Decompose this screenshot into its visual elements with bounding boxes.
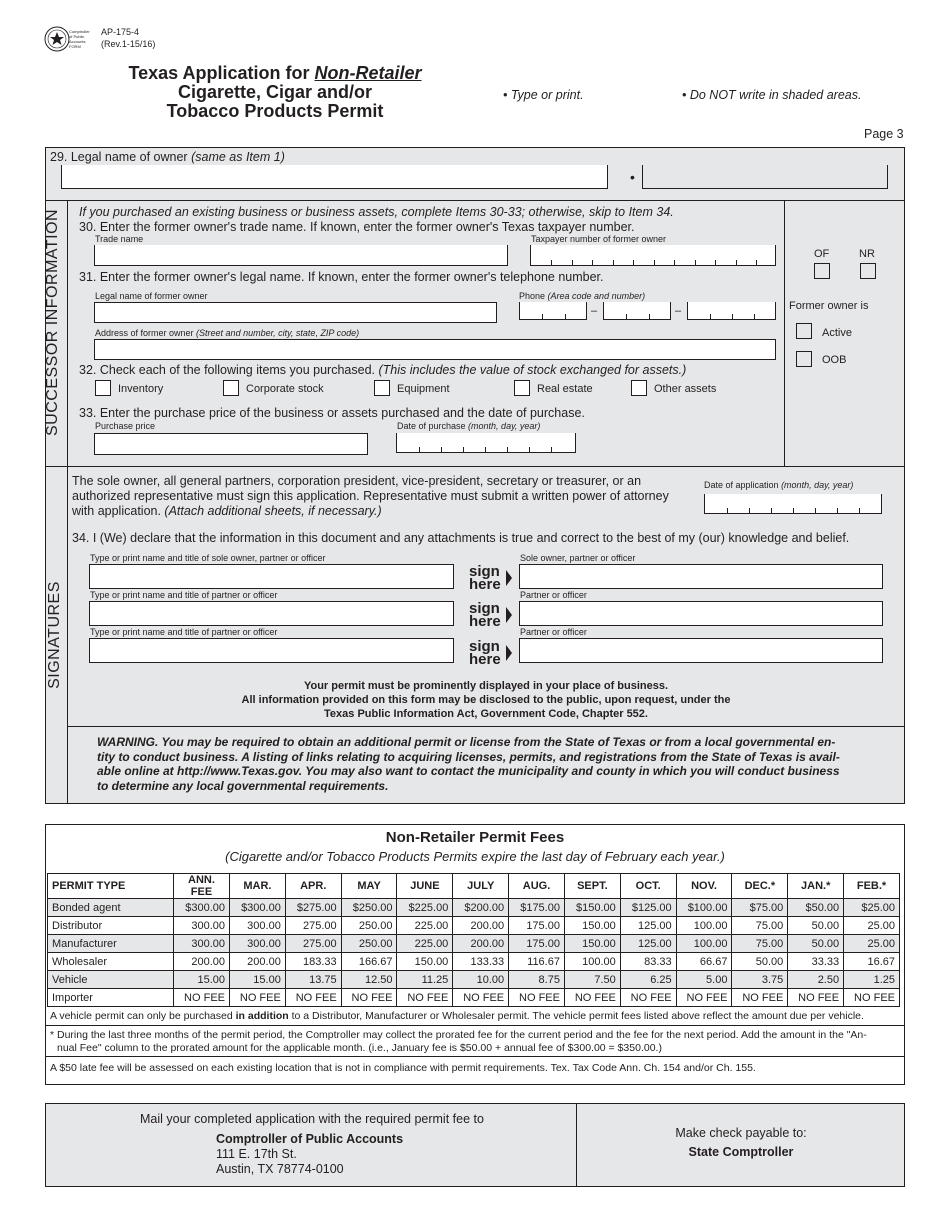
fee-cell: 50.00: [788, 917, 844, 935]
fee-cell: 16.67: [844, 953, 900, 971]
signature-label-3: Partner or officer: [520, 627, 587, 637]
address-former-owner-field[interactable]: [94, 339, 776, 360]
phone-line-field[interactable]: [687, 302, 776, 320]
other-assets-label: Other assets: [654, 383, 717, 395]
taxpayer-number-field[interactable]: [530, 245, 776, 266]
fee-cell: 166.67: [341, 953, 397, 971]
fee-cell: 83.33: [620, 953, 676, 971]
purchase-price-label: Purchase price: [95, 421, 156, 431]
fee-row: [48, 953, 900, 971]
legal-name-former-owner-label: Legal name of former owner: [95, 291, 208, 301]
purchase-date-field[interactable]: [396, 433, 576, 453]
title-emphasis: Non-Retailer: [314, 63, 422, 83]
fee-cell: $75.00: [732, 899, 788, 917]
signatures-side-label: SIGNATURES: [46, 581, 63, 689]
address-former-owner-label: Address of former owner (Street and number, city, state, ZIP code): [95, 328, 360, 338]
signature-field-3[interactable]: [519, 638, 883, 663]
item29-label: 29. Legal name of owner (same as Item 1): [50, 150, 285, 164]
fee-cell: 183.33: [285, 953, 341, 971]
phone-area-code-field[interactable]: [519, 302, 587, 320]
item31-label: 31. Enter the former owner's legal name. If known, enter the former owner's telephone number.: [79, 270, 604, 284]
mail-street: 111 E. 17th St.: [216, 1147, 297, 1161]
fee-cell: 50.00: [788, 935, 844, 953]
column-header: AUG.: [509, 874, 565, 899]
permit-type-cell: Bonded agent: [48, 899, 174, 917]
fee-cell: 10.00: [453, 971, 509, 989]
fee-cell: 3.75: [732, 971, 788, 989]
fee-cell: NO FEE: [397, 989, 453, 1007]
legal-name-former-owner-field[interactable]: [94, 302, 497, 323]
fee-cell: $175.00: [509, 899, 565, 917]
fee-cell: 12.50: [341, 971, 397, 989]
mail-city: Austin, TX 78774-0100: [216, 1162, 344, 1176]
legal-name-owner-field[interactable]: [61, 165, 608, 189]
permit-type-cell: Wholesaler: [48, 953, 174, 971]
instruction-type-print: • Type or print.: [503, 88, 584, 102]
fee-cell: 150.00: [564, 917, 620, 935]
fee-cell: 1.25: [844, 971, 900, 989]
item29-shaded-field: [642, 165, 888, 189]
permit-type-cell: Manufacturer: [48, 935, 174, 953]
item30-label: 30. Enter the former owner's trade name. If known, enter the former owner's Texas taxpayer number.: [79, 220, 635, 234]
signature-label-2: Partner or officer: [520, 590, 587, 600]
name-title-label-3: Type or print name and title of partner or officer: [90, 627, 278, 637]
fee-cell: NO FEE: [341, 989, 397, 1007]
column-header: OCT.: [620, 874, 676, 899]
purchase-price-field[interactable]: [94, 433, 368, 455]
fee-row: [48, 935, 900, 953]
page-number: Page 3: [864, 127, 904, 141]
column-header: MAY: [341, 874, 397, 899]
fee-row: [48, 917, 900, 935]
comptroller-seal-logo: [44, 26, 96, 52]
fee-cell: $50.00: [788, 899, 844, 917]
fee-cell: 250.00: [341, 935, 397, 953]
name-title-field-3[interactable]: [89, 638, 454, 663]
fee-cell: 200.00: [174, 953, 230, 971]
fees-subtitle: (Cigarette and/or Tobacco Products Permits expire the last day of February each year.): [225, 849, 725, 864]
divider: [46, 1056, 904, 1057]
successor-side-label: SUCCESSOR INFORMATION: [44, 208, 61, 436]
public-information-notice: Your permit must be prominently displayed in your place of business. All information provided on this form may be disclosed to the public, upon request, under the Texas Public Information Act, Government Code, Chapter 552.: [241, 680, 731, 720]
payable-to: State Comptroller: [688, 1145, 794, 1159]
fee-cell: NO FEE: [285, 989, 341, 1007]
fee-cell: 66.67: [676, 953, 732, 971]
date-of-application-field[interactable]: [704, 494, 882, 514]
oob-label: OOB: [822, 354, 847, 366]
fee-cell: 5.00: [676, 971, 732, 989]
fee-cell: 150.00: [564, 935, 620, 953]
fee-cell: 50.00: [732, 953, 788, 971]
name-title-field-2[interactable]: [89, 601, 454, 626]
fee-cell: 15.00: [230, 971, 286, 989]
fee-cell: $275.00: [285, 899, 341, 917]
fee-cell: 250.00: [341, 917, 397, 935]
signatures-intro: The sole owner, all general partners, corporation president, vice-president, secretary or treasurer, or an authorized representative must sign this application. Representative must submit a written power of attorney with application. (Attach additional sheets, if necessary.): [72, 474, 669, 518]
inventory-label: Inventory: [118, 383, 164, 395]
fee-cell: NO FEE: [676, 989, 732, 1007]
of-label: OF: [814, 248, 830, 260]
fee-cell: $150.00: [564, 899, 620, 917]
fee-cell: 33.33: [788, 953, 844, 971]
fee-cell: 7.50: [564, 971, 620, 989]
signature-field-2[interactable]: [519, 601, 883, 626]
taxpayer-number-label: Taxpayer number of former owner: [531, 234, 667, 244]
fee-cell: NO FEE: [509, 989, 565, 1007]
fee-cell: $300.00: [230, 899, 286, 917]
permit-type-cell: Importer: [48, 989, 174, 1007]
fee-cell: 175.00: [509, 935, 565, 953]
fee-cell: 300.00: [230, 935, 286, 953]
fee-cell: 200.00: [230, 953, 286, 971]
vehicle-note: A vehicle permit can only be purchased in addition to a Distributor, Manufacturer or Wholesaler permit. The vehicle permit fees listed above reflect the amount due per vehicle.: [50, 1010, 864, 1022]
purchase-date-label: Date of purchase (month, day, year): [397, 421, 541, 431]
fee-cell: 75.00: [732, 935, 788, 953]
fee-cell: 175.00: [509, 917, 565, 935]
column-header: DEC.*: [732, 874, 788, 899]
divider: [67, 726, 905, 727]
active-label: Active: [822, 327, 852, 339]
name-title-label-2: Type or print name and title of partner or officer: [90, 590, 278, 600]
fee-cell: 300.00: [174, 935, 230, 953]
form-number: AP-175-4: [101, 27, 140, 37]
column-header: SEPT.: [564, 874, 620, 899]
fee-cell: $250.00: [341, 899, 397, 917]
fee-cell: 100.00: [676, 917, 732, 935]
nr-checkbox: [860, 263, 876, 279]
fee-row: [48, 971, 900, 989]
phone-label: Phone (Area code and number): [519, 291, 646, 301]
sign-here-marker-2: sign here: [469, 602, 509, 628]
fee-cell: 225.00: [397, 935, 453, 953]
divider: [45, 466, 905, 467]
sign-here-marker-1: sign here: [469, 565, 509, 591]
equipment-label: Equipment: [397, 383, 450, 395]
permit-type-cell: Distributor: [48, 917, 174, 935]
fee-cell: 6.25: [620, 971, 676, 989]
fee-cell: NO FEE: [230, 989, 286, 1007]
fee-cell: 200.00: [453, 935, 509, 953]
fee-cell: 8.75: [509, 971, 565, 989]
item32-label: 32. Check each of the following items you purchased. (This includes the value of stock exchanged for assets.): [79, 363, 687, 377]
fee-cell: 150.00: [397, 953, 453, 971]
corporate-stock-label: Corporate stock: [246, 383, 324, 395]
divider: [46, 1025, 904, 1026]
fee-cell: 100.00: [564, 953, 620, 971]
name-title-field-1[interactable]: [89, 564, 454, 589]
column-header: PERMIT TYPE: [48, 874, 174, 899]
fee-cell: NO FEE: [453, 989, 509, 1007]
other-assets-checkbox[interactable]: [631, 380, 647, 396]
fees-header-row: [48, 874, 900, 899]
real-estate-checkbox[interactable]: [514, 380, 530, 396]
fee-cell: 13.75: [285, 971, 341, 989]
fee-cell: 133.33: [453, 953, 509, 971]
nr-label: NR: [859, 248, 875, 260]
fee-cell: NO FEE: [844, 989, 900, 1007]
phone-dash-1: –: [591, 305, 598, 317]
successor-intro: If you purchased an existing business or business assets, complete Items 30-33; otherwise, skip to Item 34.: [79, 205, 674, 219]
trade-name-label: Trade name: [95, 234, 144, 244]
oob-checkbox: [796, 351, 812, 367]
fee-row: [48, 899, 900, 917]
fee-cell: 275.00: [285, 917, 341, 935]
fee-cell: 2.50: [788, 971, 844, 989]
fee-cell: 25.00: [844, 935, 900, 953]
sign-arrow-icon: [506, 607, 512, 623]
fee-cell: 25.00: [844, 917, 900, 935]
corporate-stock-checkbox[interactable]: [223, 380, 239, 396]
sign-here-marker-3: sign here: [469, 640, 509, 666]
fee-cell: 300.00: [230, 917, 286, 935]
fee-cell: 300.00: [174, 917, 230, 935]
fee-cell: 200.00: [453, 917, 509, 935]
trade-name-field[interactable]: [94, 245, 508, 266]
column-header: FEB.*: [844, 874, 900, 899]
fee-cell: 125.00: [620, 917, 676, 935]
fee-cell: $100.00: [676, 899, 732, 917]
fee-cell: 11.25: [397, 971, 453, 989]
fee-cell: 15.00: [174, 971, 230, 989]
phone-dash-2: –: [675, 305, 682, 317]
column-header: JULY: [453, 874, 509, 899]
fee-cell: 75.00: [732, 917, 788, 935]
name-title-label-1: Type or print name and title of sole owner, partner or officer: [90, 553, 326, 563]
fee-cell: 225.00: [397, 917, 453, 935]
warning-text: WARNING. You may be required to obtain an additional permit or license from the State of Texas or from a local governmental en- tity to conduct business. A listing of links relating to acquiring licenses, permits, and registrations from the State of Texas is avail- able online at http://www.Texas.gov. You may also want to contact the municipality and county in which you will conduct business to determine any local governmental requirements.: [97, 735, 840, 793]
signature-label-1: Sole owner, partner or officer: [520, 553, 636, 563]
successor-right-divider: [784, 200, 785, 467]
permit-type-cell: Vehicle: [48, 971, 174, 989]
mail-org: Comptroller of Public Accounts: [216, 1132, 404, 1146]
signature-field-1[interactable]: [519, 564, 883, 589]
fee-cell: NO FEE: [732, 989, 788, 1007]
fee-cell: NO FEE: [174, 989, 230, 1007]
fee-cell: $300.00: [174, 899, 230, 917]
sign-arrow-icon: [506, 645, 512, 661]
fee-cell: 100.00: [676, 935, 732, 953]
fee-cell: $225.00: [397, 899, 453, 917]
phone-prefix-field[interactable]: [603, 302, 671, 320]
equipment-checkbox[interactable]: [374, 380, 390, 396]
item29-bullet: •: [630, 169, 635, 185]
fee-cell: $200.00: [453, 899, 509, 917]
fee-cell: NO FEE: [620, 989, 676, 1007]
fees-title: Non-Retailer Permit Fees: [385, 829, 565, 846]
permit-fees-table: [47, 873, 900, 1007]
inventory-checkbox[interactable]: [95, 380, 111, 396]
mail-instruction: Mail your completed application with the required permit fee to: [140, 1112, 484, 1126]
fee-cell: 116.67: [509, 953, 565, 971]
active-checkbox: [796, 323, 812, 339]
column-header: JAN.*: [788, 874, 844, 899]
column-header: MAR.: [230, 874, 286, 899]
real-estate-label: Real estate: [537, 383, 593, 395]
column-header: APR.: [285, 874, 341, 899]
sign-arrow-icon: [506, 570, 512, 586]
fee-cell: 125.00: [620, 935, 676, 953]
column-header: NOV.: [676, 874, 732, 899]
payable-label: Make check payable to:: [675, 1126, 807, 1140]
date-of-application-label: Date of application (month, day, year): [704, 480, 854, 490]
fee-cell: $25.00: [844, 899, 900, 917]
fee-cell: $125.00: [620, 899, 676, 917]
column-header: JUNE: [397, 874, 453, 899]
item33-label: 33. Enter the purchase price of the business or assets purchased and the date of purchase.: [79, 406, 585, 420]
prorated-note: * During the last three months of the permit period, the Comptroller may collect the prorated fee for the current period and the fee for the next period. Add the amount in the "An- nual Fee" column to the prorated amount for the applicable month. (i.e., January fee is $50.00 + annual fee of $300.00 = $350.00.): [50, 1029, 867, 1054]
item34-declaration: 34. I (We) declare that the information in this document and any attachments is true and correct to the best of my (our) knowledge and belief.: [72, 531, 850, 545]
fee-cell: 275.00: [285, 935, 341, 953]
divider: [45, 200, 905, 201]
of-checkbox: [814, 263, 830, 279]
form-title: Texas Application for Non-Retailer Cigarette, Cigar and/or Tobacco Products Permit: [128, 63, 422, 121]
form-revision: (Rev.1-15/16): [101, 39, 156, 49]
column-header: ANN. FEE: [174, 874, 230, 899]
late-fee-note: A $50 late fee will be assessed on each existing location that is not in compliance with permit requirements. Tex. Tax Code Ann. Ch. 154 and/or Ch. 155.: [50, 1062, 756, 1074]
instruction-shaded: • Do NOT write in shaded areas.: [682, 88, 862, 102]
fee-cell: NO FEE: [788, 989, 844, 1007]
fee-row: [48, 989, 900, 1007]
logo-text: Comptroller of Public Accounts FORM: [69, 29, 90, 49]
former-owner-is-label: Former owner is: [789, 300, 869, 312]
fee-cell: NO FEE: [564, 989, 620, 1007]
